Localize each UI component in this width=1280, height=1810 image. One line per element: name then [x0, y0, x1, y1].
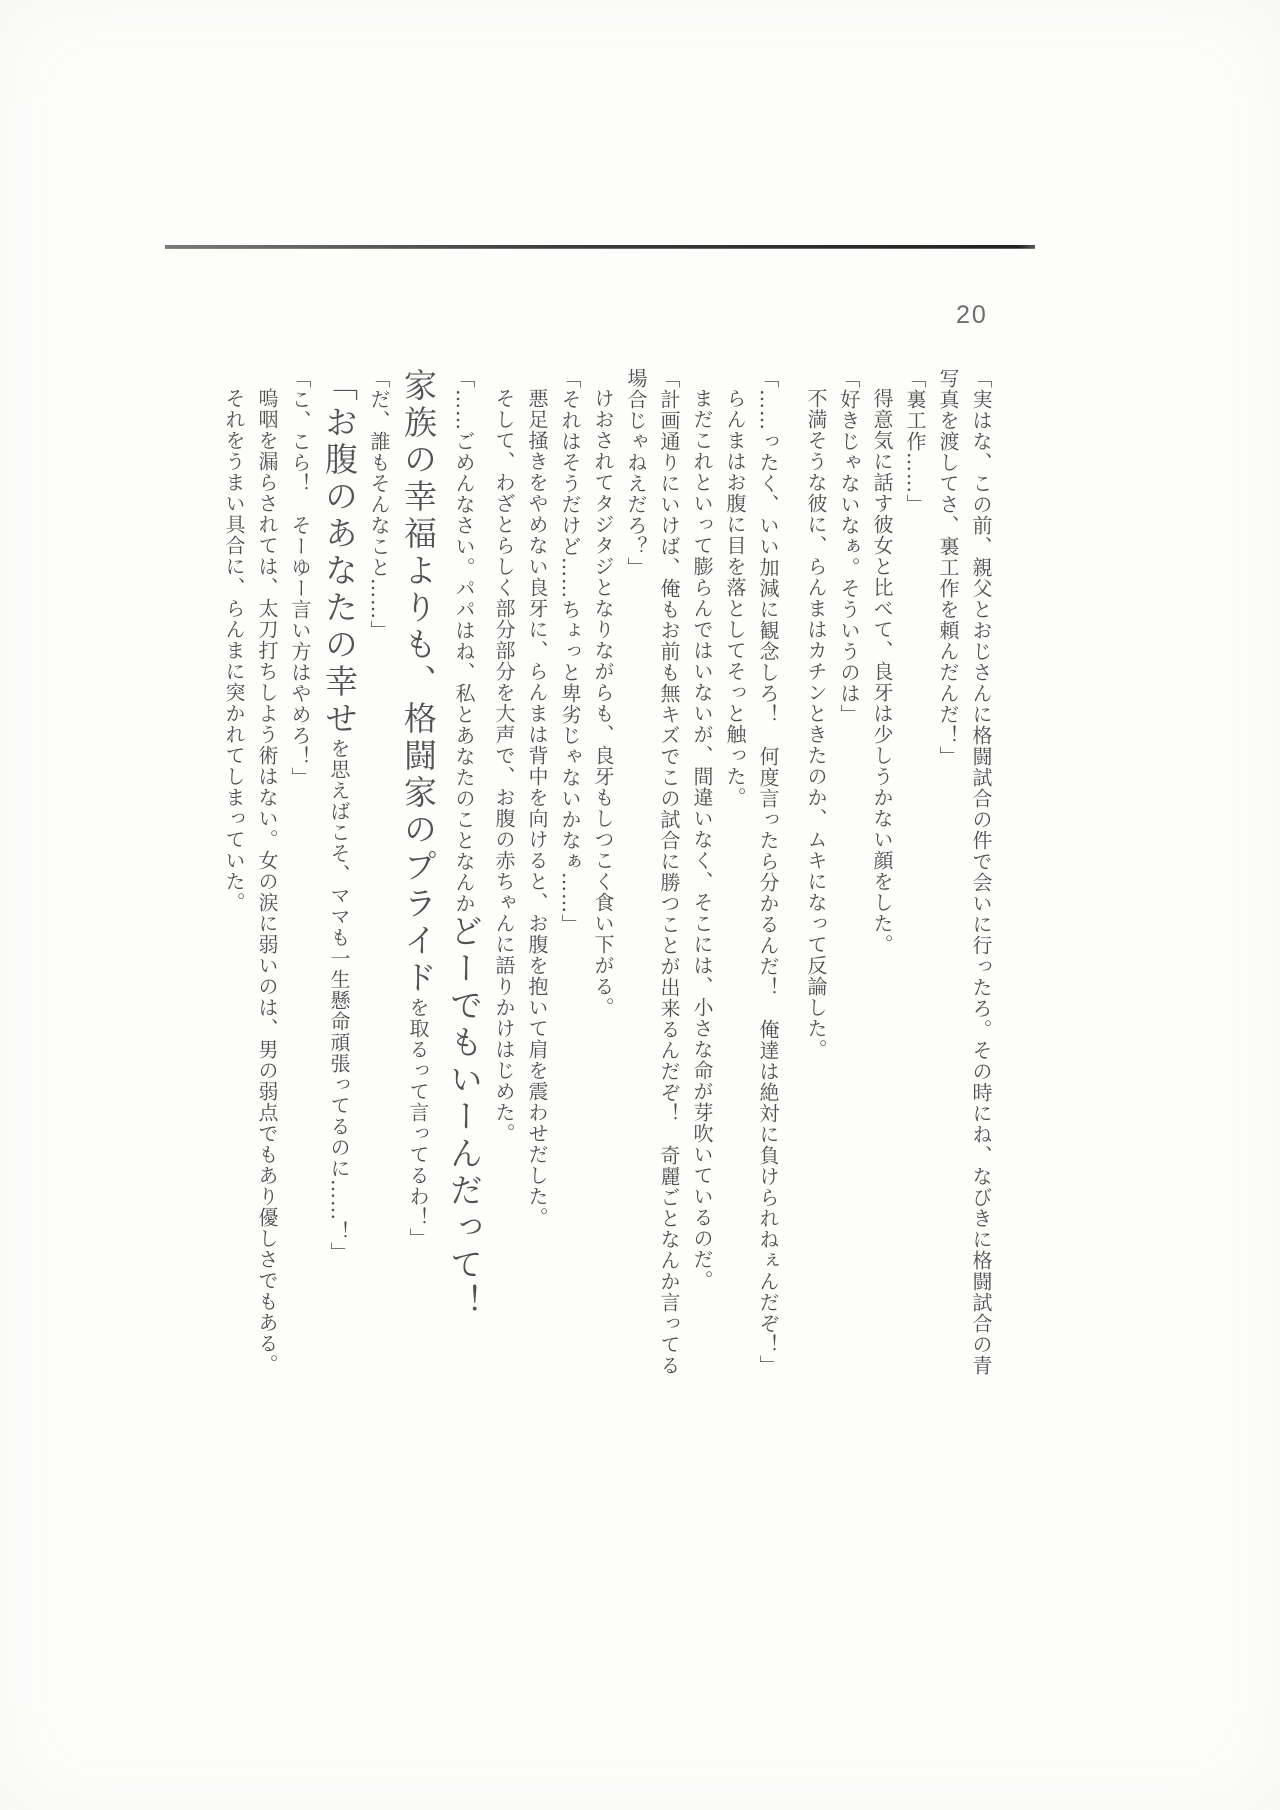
text-column: 不満そうな彼に、らんまはカチンときたのか、ムキになって反論した。 — [804, 388, 828, 1060]
text-column: らんまはお腹に目を落としてそっと触った。 — [723, 388, 747, 808]
text-column: それをうまい具合に、らんまに突かれてしまっていた。 — [222, 388, 246, 913]
text-column — [395, 368, 441, 1418]
text-run: を思えばこそ、ママも一生懸命頑張ってるのに……！」 — [327, 738, 351, 1263]
page-number: 20 — [956, 301, 988, 329]
text-column: 得意気に話す彼女と比べて、良牙は少しうかない顔をした。 — [870, 388, 894, 955]
text-column: けおされてタジタジとなりながらも、良牙もしつこく食い下がる。 — [591, 388, 615, 1018]
text-column: そして、わざとらしく部分部分を大声で、お腹の赤ちゃんに語りかけはじめた。 — [492, 388, 516, 1144]
text-column: 「実はな、この前、親父とおじさんに格闘試合の件で会いに行ったろ。その時にね、なびきに格闘試合の青 — [969, 368, 993, 1376]
text-run: 「……ごめんなさい。パパはね、私とあなたのことなんか — [452, 368, 476, 914]
text-column: 「裏工作……」 — [903, 368, 927, 515]
text-column: まだこれといって膨らんではいないが、間違いなく、そこには、小さな命が芽吹いているのだ。 — [690, 388, 714, 1291]
emphasized-text: 家族の幸福よりも、格闘家のプライド — [399, 368, 438, 997]
text-block — [217, 368, 997, 1418]
text-column: 「計画通りにいけば、俺もお前も無キズでこの試合に勝つことが出来るんだぞ！ 奇麗ごとなんか言ってる — [657, 368, 681, 1376]
text-column: 写真を渡してさ、裏工作を頼んだんだ！」 — [936, 368, 960, 767]
text-run: を取るって言ってるわ！」 — [406, 997, 430, 1249]
text-column — [316, 368, 362, 1418]
text-column: 場合じゃねえだろ？」 — [624, 368, 648, 578]
text-column: 「……ったく、いい加減に観念しろ！ 何度言ったら分かるんだ！ 俺達は絶対に負けられねぇんだぞ！」 — [756, 368, 780, 1376]
emphasized-text: どーでもいーんだって！ — [445, 914, 484, 1321]
emphasized-text: 「お腹のあなたの幸せ — [320, 368, 359, 738]
text-column: 「それはそうだけど……ちょっと卑劣じゃないかなぁ……」 — [558, 368, 582, 935]
text-column: 「好きじゃないなぁ。そういうのは」 — [837, 368, 861, 725]
header-rule — [165, 245, 1035, 249]
text-column: 悪足掻きをやめない良牙に、らんまは背中を向けると、お腹を抱いて肩を震わせだした。 — [525, 388, 549, 1228]
text-column — [441, 368, 487, 1418]
text-column: 「だ、誰もそんなこと……」 — [367, 368, 391, 641]
text-column: 「こ、こら！ そーゆー言い方はやめろ！」 — [288, 368, 312, 788]
text-column: 嗚咽を漏らされては、太刀打ちしよう術はない。女の涙に弱いのは、男の弱点でもあり優しさでもある。 — [255, 388, 279, 1375]
